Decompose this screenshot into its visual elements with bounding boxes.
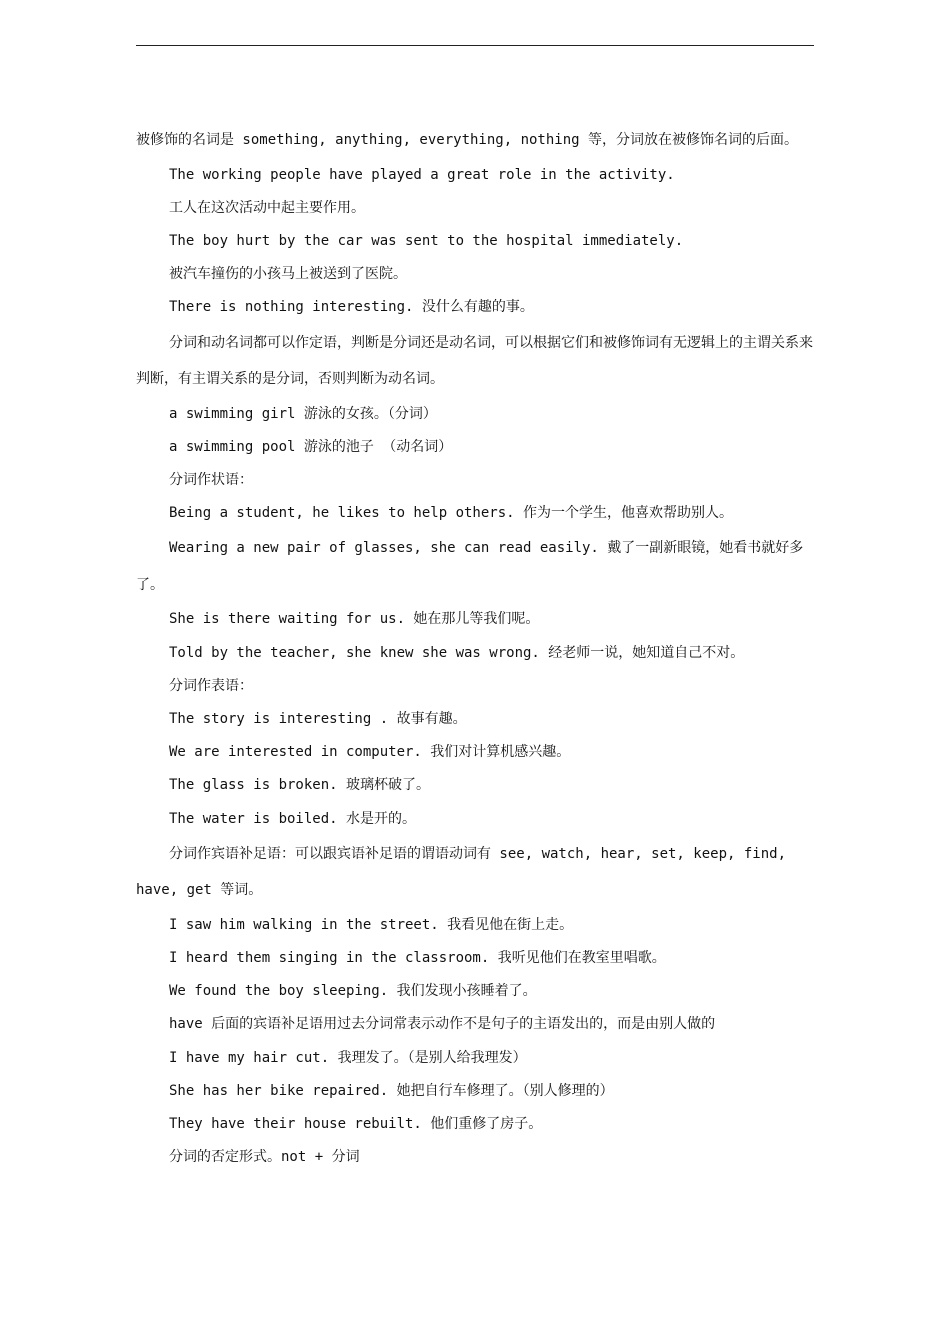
header-rule [136, 45, 814, 46]
paragraph-line: The working people have played a great role in the activity. [169, 166, 675, 183]
document-body [136, 122, 816, 1174]
paragraph-line [136, 530, 816, 603]
paragraph-line: She is there waiting for us. 她在那儿等我们呢。 [169, 611, 540, 628]
paragraph-line: The water is boiled. 水是开的。 [169, 810, 417, 827]
paragraph-line: The glass is broken. 玻璃杯破了。 [169, 777, 431, 794]
paragraph-line: I heard them singing in the classroom. 我听见他们在教室里唱歌。 [169, 949, 666, 966]
paragraph-line: There is nothing interesting. 没什么有趣的事。 [169, 299, 534, 316]
paragraph-line: 工人在这次活动中起主要作用。 [169, 199, 365, 216]
paragraph-line: I have my hair cut. 我理发了。（是别人给我理发） [169, 1049, 527, 1066]
paragraph-line: We found the boy sleeping. 我们发现小孩睡着了。 [169, 983, 537, 1000]
paragraph-line: a swimming pool 游泳的池子 （动名词） [169, 438, 453, 455]
paragraph-line: 被汽车撞伤的小孩马上被送到了医院。 [169, 266, 407, 283]
paragraph-line: They have their house rebuilt. 他们重修了房子。 [169, 1115, 543, 1132]
paragraph-line: 分词作状语： [169, 471, 253, 488]
paragraph-text: Wearing a new pair of glasses, she can read easily. 戴了一副新眼镜，她看书就好多了。 [136, 540, 804, 593]
paragraph-line: The story is interesting . 故事有趣。 [169, 710, 467, 727]
paragraph-line [136, 325, 816, 398]
paragraph-line: She has her bike repaired. 她把自行车修理了。（别人修理的） [169, 1082, 614, 1099]
paragraph-text: 分词和动名词都可以作定语，判断是分词还是动名词，可以根据它们和被修饰词有无逻辑上的主谓关系来判断，有主谓关系的是分词，否则判断为动名词。 [136, 334, 813, 388]
paragraph-line: We are interested in computer. 我们对计算机感兴趣。 [169, 744, 571, 761]
paragraph-line: have 后面的宾语补足语用过去分词常表示动作不是句子的主语发出的，而是由别人做的 [169, 1016, 716, 1033]
paragraph-line: 被修饰的名词是 something, anything, everything, nothing 等，分词放在被修饰名词的后面。 [136, 132, 799, 148]
paragraph-line: I saw him walking in the street. 我看见他在街上走。 [169, 916, 574, 933]
paragraph-line: 分词作表语： [169, 677, 253, 694]
paragraph-line: 分词的否定形式。not + 分词 [169, 1149, 360, 1166]
paragraph-line [136, 836, 816, 909]
paragraph-line: The boy hurt by the car was sent to the hospital immediately. [169, 232, 684, 249]
paragraph-line: Being a student, he likes to help others. 作为一个学生，他喜欢帮助别人。 [169, 505, 734, 522]
paragraph-line: a swimming girl 游泳的女孩。（分词） [169, 405, 437, 422]
paragraph-line: Told by the teacher, she knew she was wrong. 经老师一说，她知道自己不对。 [169, 644, 745, 661]
paragraph-text: 分词作宾语补足语：可以跟宾语补足语的谓语动词有 see, watch, hear, set, keep, find, have, get 等词。 [136, 845, 787, 899]
